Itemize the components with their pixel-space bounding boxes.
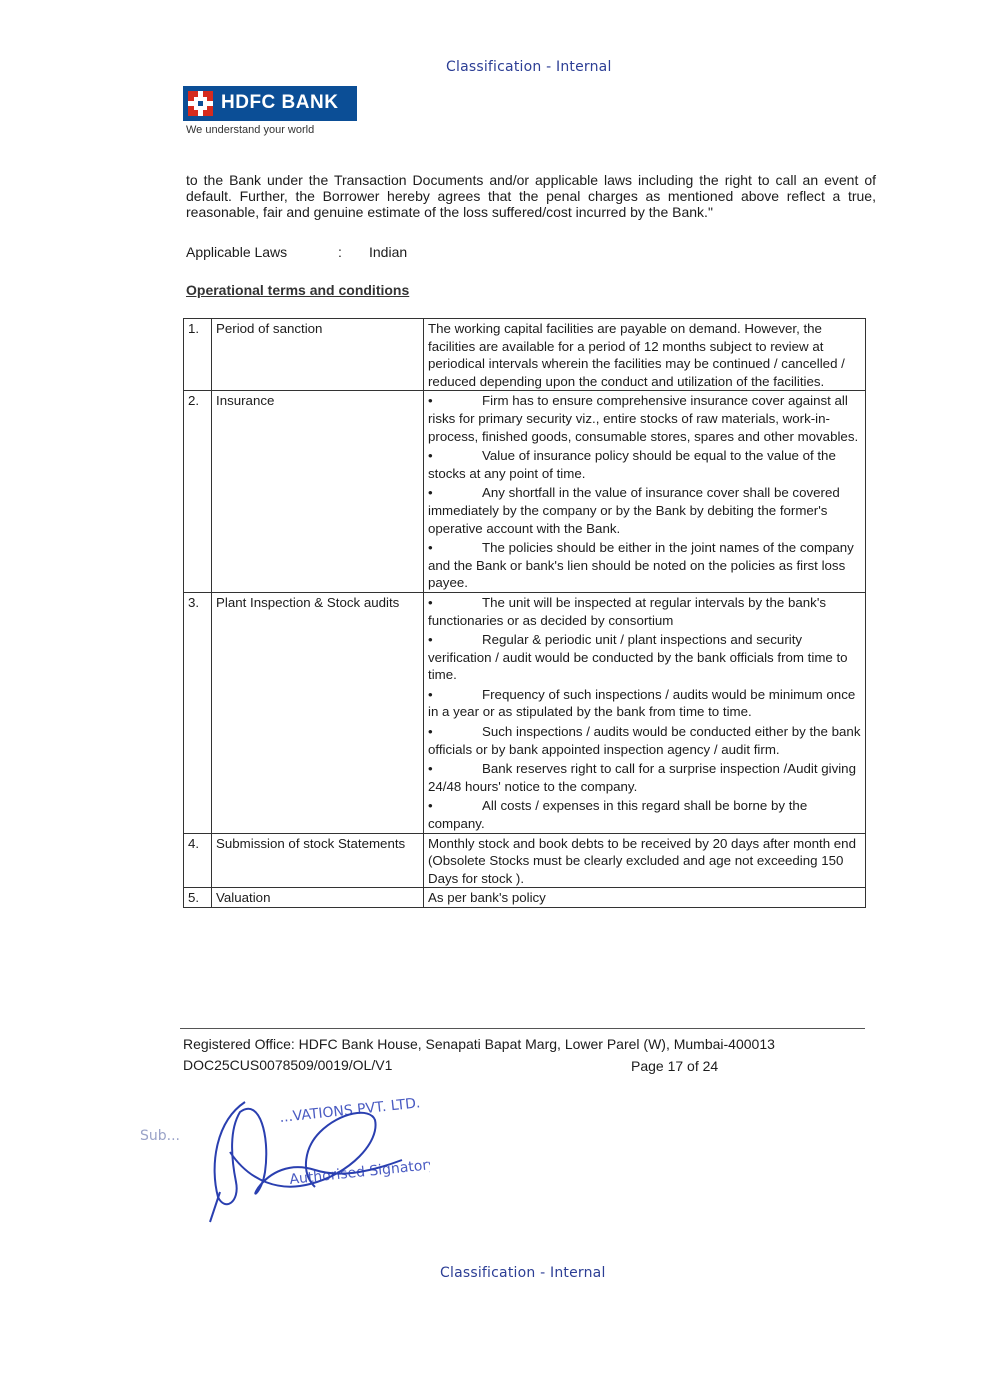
signature-drawing bbox=[140, 1092, 430, 1232]
table-row bbox=[184, 391, 866, 593]
term-text: Monthly stock and book debts to be received by 20 days after month end (Obsolete Stocks must be clearly excluded and age not exceeding 150 Days for stock ). bbox=[428, 835, 856, 886]
bullet-text: Any shortfall in the value of insurance cover shall be covered immediately by the company or by the Bank by debiting the former's operative account with the Bank. bbox=[428, 485, 840, 536]
applicable-laws-value: Indian bbox=[369, 244, 408, 260]
term-number: 3. bbox=[184, 592, 212, 833]
term-bullet bbox=[428, 392, 862, 445]
bullet-icon: • bbox=[428, 686, 433, 702]
term-number: 4. bbox=[184, 833, 212, 888]
term-detail bbox=[424, 833, 866, 888]
bullet-icon: • bbox=[428, 761, 433, 777]
signature-stroke-3 bbox=[210, 1192, 220, 1222]
page-number: Page 17 of 24 bbox=[631, 1058, 719, 1074]
term-number: 5. bbox=[184, 888, 212, 908]
term-title: Plant Inspection & Stock audits bbox=[212, 592, 424, 833]
term-bullet bbox=[428, 760, 862, 795]
bullet-icon: • bbox=[428, 594, 433, 610]
term-number: 1. bbox=[184, 319, 212, 391]
term-bullet bbox=[428, 484, 862, 537]
table-row bbox=[184, 888, 866, 908]
table-row bbox=[184, 319, 866, 391]
term-bullet bbox=[428, 797, 862, 832]
term-bullet bbox=[428, 686, 862, 721]
bullet-text: The policies should be either in the joint names of the company and the Bank or bank's lien should be noted on the policies as first loss payee. bbox=[428, 540, 854, 591]
term-detail bbox=[424, 888, 866, 908]
term-bullet bbox=[428, 447, 862, 482]
bullet-icon: • bbox=[428, 485, 433, 501]
term-title: Valuation bbox=[212, 888, 424, 908]
footer-divider bbox=[180, 1028, 865, 1029]
bullet-icon: • bbox=[428, 540, 433, 556]
term-title: Submission of stock Statements bbox=[212, 833, 424, 888]
bullet-icon: • bbox=[428, 448, 433, 464]
hdfc-bank-logo bbox=[183, 86, 357, 121]
applicable-laws-separator: : bbox=[338, 244, 342, 260]
signature-stamp bbox=[140, 1092, 430, 1237]
term-text: The working capital facilities are payable on demand. However, the facilities are available for a period of 12 months subject to review at periodical intervals wherein the facilities may be continued / cancelled / reduced depending upon the conduct and utilization of the facilities. bbox=[428, 321, 845, 389]
applicable-laws-label: Applicable Laws bbox=[186, 244, 288, 260]
bullet-text: Such inspections / audits would be conducted either by the bank officials or by bank appointed inspection agency / audit firm. bbox=[428, 724, 861, 757]
bullet-text: Frequency of such inspections / audits would be minimum once in a year or as stipulated by the bank from time to time. bbox=[428, 686, 856, 720]
hdfc-logo-icon bbox=[188, 91, 213, 116]
section-title: Operational terms and conditions bbox=[186, 282, 410, 298]
table-row bbox=[184, 592, 866, 833]
term-text: As per bank's policy bbox=[428, 890, 546, 906]
stamp-company-text: ...VATIONS PVT. LTD. bbox=[278, 1095, 422, 1126]
term-bullet bbox=[428, 594, 862, 629]
bullet-icon: • bbox=[428, 632, 433, 648]
term-title: Insurance bbox=[212, 391, 424, 593]
registered-office: Registered Office: HDFC Bank House, Senapati Bapat Marg, Lower Parel (W), Mumbai-400013 bbox=[183, 1036, 775, 1052]
classification-footer: Classification - Internal bbox=[440, 1265, 606, 1281]
term-detail bbox=[424, 391, 866, 593]
intro-paragraph: to the Bank under the Transaction Documents and/or applicable laws including the right to call an event of default. Further, the Borrower hereby agrees that the penal charges as mentioned above reflect a true, reasonable, fair and genuine estimate of the loss suffered/cost incurred by the Bank." bbox=[186, 172, 876, 220]
logo-text: HDFC BANK bbox=[221, 92, 339, 113]
term-number: 2. bbox=[184, 391, 212, 593]
bullet-text: Regular & periodic unit / plant inspections and security verification / audit would be conducted by the bank officials from time to time. bbox=[428, 632, 848, 683]
term-bullet bbox=[428, 631, 862, 684]
terms-table bbox=[183, 318, 866, 908]
bullet-text: The unit will be inspected at regular intervals by the bank's functionaries or as decided by consortium bbox=[428, 594, 827, 628]
stamp-role-text: Authorised Signatory bbox=[288, 1156, 430, 1188]
term-detail bbox=[424, 319, 866, 391]
bullet-icon: • bbox=[428, 393, 433, 409]
bullet-text: Firm has to ensure comprehensive insurance cover against all risks for primary security viz., entire stocks of raw materials, work-in-process, finished goods, consumable stores, spares and other movables. bbox=[428, 393, 859, 444]
logo-tagline: We understand your world bbox=[186, 124, 315, 136]
stamp-faint-text: Sub... bbox=[140, 1128, 180, 1144]
table-row bbox=[184, 833, 866, 888]
bullet-text: Bank reserves right to call for a surprise inspection /Audit giving 24/48 hours' notice to the company. bbox=[428, 761, 856, 794]
classification-header: Classification - Internal bbox=[446, 59, 612, 75]
bullet-icon: • bbox=[428, 724, 433, 740]
term-detail bbox=[424, 592, 866, 833]
bullet-text: Value of insurance policy should be equal to the value of the stocks at any point of time. bbox=[428, 448, 836, 481]
bullet-icon: • bbox=[428, 798, 433, 814]
bullet-text: All costs / expenses in this regard shall be borne by the company. bbox=[428, 798, 808, 832]
term-title: Period of sanction bbox=[212, 319, 424, 391]
term-bullet bbox=[428, 723, 862, 758]
document-number: DOC25CUS0078509/0019/OL/V1 bbox=[183, 1057, 393, 1073]
term-bullet bbox=[428, 539, 862, 592]
